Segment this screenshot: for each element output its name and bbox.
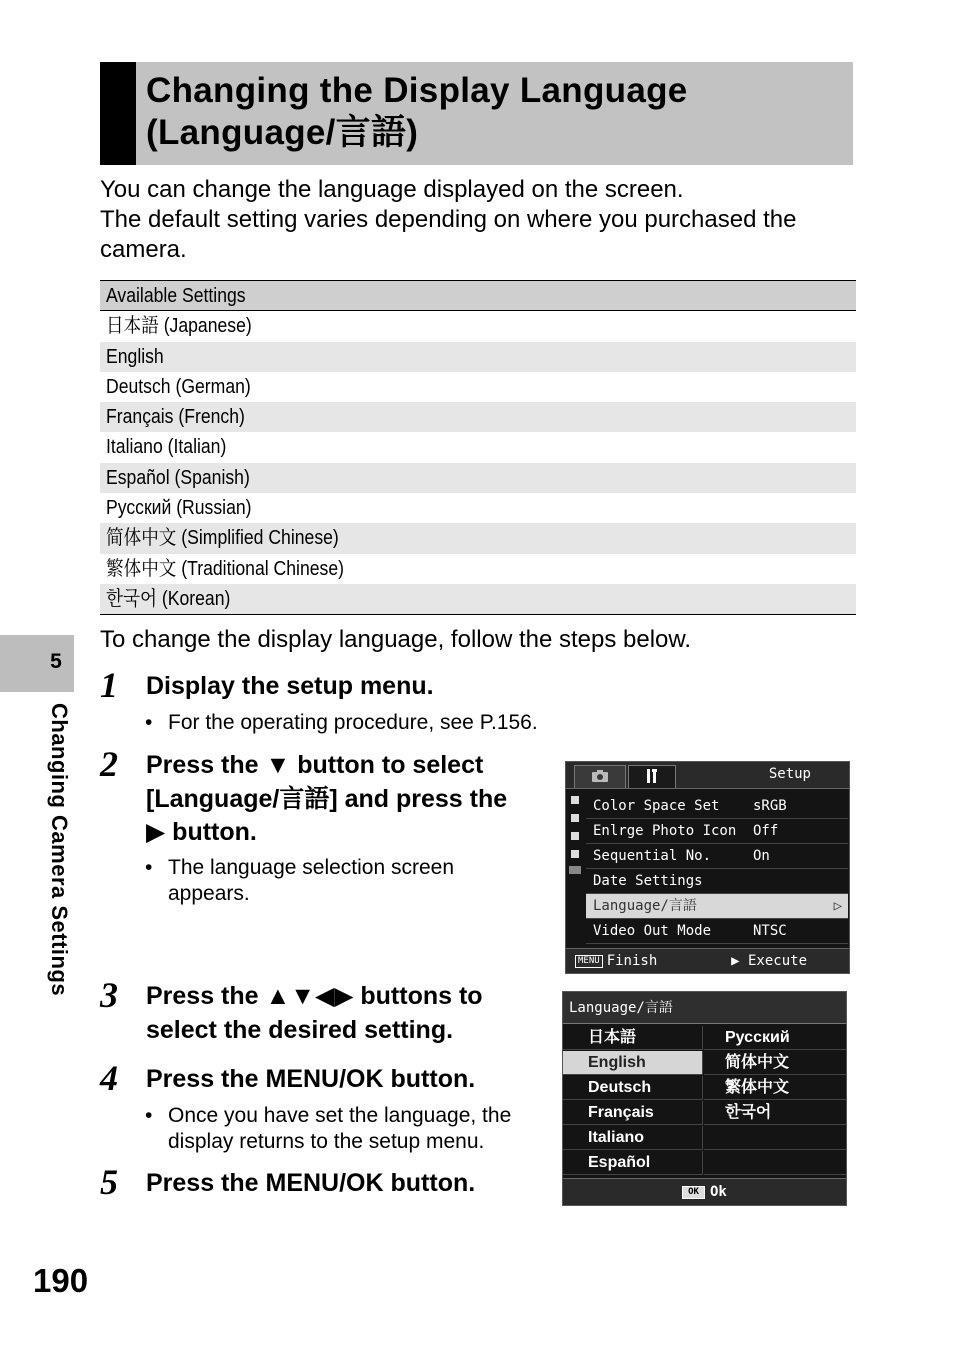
bullet-dot: •	[145, 711, 153, 734]
setup-row-date-settings[interactable]	[586, 869, 848, 894]
scroll-dot	[571, 850, 579, 858]
scroll-dot	[571, 814, 579, 822]
table-row: Italiano (Italian)	[106, 436, 227, 459]
table-row: 繁体中文 (Traditional Chinese)	[106, 557, 344, 580]
video-page-icon	[569, 866, 581, 874]
language-option-traditional-chinese[interactable]: 繁体中文	[704, 1076, 846, 1100]
language-screen-title: Language/言語	[563, 992, 846, 1024]
step-title-line: Press the MENU/OK button.	[146, 1169, 476, 1197]
language-option-simplified-chinese[interactable]: 简体中文	[704, 1051, 846, 1075]
execute-label: ▶ Execute	[731, 953, 807, 969]
camera-tab[interactable]	[574, 765, 626, 788]
step-number: 3	[100, 975, 118, 1015]
step-title-line: Press the ▲▼◀▶ buttons to	[146, 982, 483, 1010]
step-title-line: select the desired setting.	[146, 1015, 454, 1044]
step-title	[146, 1063, 475, 1097]
scroll-dot	[571, 832, 579, 840]
step-number: 2	[100, 744, 118, 784]
language-option-korean[interactable]: 한국어	[704, 1101, 846, 1125]
language-option-french[interactable]: Français	[563, 1101, 703, 1125]
ok-label[interactable]: Ok	[709, 1184, 727, 1200]
table-row: Русский (Russian)	[106, 497, 252, 520]
bullet-dot: •	[145, 1104, 153, 1127]
setup-tab-bar	[566, 762, 849, 789]
step-title-line: Press the ▼ button to select	[146, 751, 484, 779]
bullet-text: For the operating procedure, see P.156.	[168, 711, 538, 734]
chapter-number: 5	[50, 650, 62, 673]
intro-line3: camera.	[100, 236, 187, 263]
bullet-text: Once you have set the language, the display returns to the setup menu.	[168, 1104, 512, 1153]
setup-row-video-out-mode[interactable]	[586, 919, 848, 944]
row-label: Color Space Set	[593, 798, 720, 814]
page-number: 190	[33, 1262, 89, 1299]
table-row: 简体中文 (Simplified Chinese)	[100, 523, 856, 553]
language-screen	[562, 991, 847, 1206]
row-value: NTSC	[753, 923, 787, 939]
setup-footer	[566, 948, 849, 973]
table-row: English	[100, 342, 856, 372]
language-option-german[interactable]: Deutsch	[563, 1076, 703, 1100]
row-label: Video Out Mode	[593, 923, 712, 939]
page-title-line2: (Language/言語)	[146, 113, 419, 152]
step-title-line: Press the MENU/OK button.	[146, 1065, 476, 1093]
chapter-label: Changing Camera Settings	[47, 703, 72, 997]
setup-row-color-space[interactable]	[586, 794, 848, 819]
step-number: 4	[100, 1058, 118, 1098]
language-option-italian[interactable]: Italiano	[563, 1126, 703, 1150]
language-option-empty	[704, 1151, 846, 1175]
setup-row-enlarge-photo-icon[interactable]	[586, 819, 848, 844]
language-option-english[interactable]: English	[563, 1051, 703, 1075]
wrench-icon	[645, 768, 659, 784]
step-title	[146, 670, 434, 704]
intro-line2: The default setting varies depending on where you purchased the	[100, 206, 797, 233]
row-value: sRGB	[753, 798, 787, 814]
step-title-line: ▶ button.	[146, 818, 257, 846]
step-title	[146, 1167, 475, 1201]
setup-row-sequential-no[interactable]	[586, 844, 848, 869]
settings-table	[100, 280, 856, 615]
step-title-line: [Language/言語] and press the	[146, 784, 508, 813]
camera-icon	[591, 769, 609, 783]
setup-tab[interactable]	[628, 765, 676, 788]
finish-label: Finish	[606, 953, 658, 969]
table-header: Available Settings	[100, 281, 856, 311]
step-title	[146, 749, 507, 850]
row-label: Sequential No.	[593, 848, 712, 864]
page-title	[146, 70, 846, 154]
row-label: Enlrge Photo Icon	[593, 823, 737, 839]
step-title-line: Display the setup menu.	[146, 672, 434, 700]
setup-menu-screen	[565, 761, 850, 974]
intro-line1: You can change the language displayed on the screen.	[100, 176, 684, 203]
scroll-dot	[571, 796, 579, 804]
setup-title: Setup	[768, 766, 811, 782]
language-footer	[563, 1178, 846, 1205]
table-row: Deutsch (German)	[106, 375, 251, 398]
scroll-indicator	[566, 790, 584, 946]
bullet-dot: •	[145, 856, 153, 879]
step-number: 5	[100, 1162, 118, 1202]
step-title	[146, 980, 483, 1047]
row-value: On	[753, 848, 770, 864]
language-option-spanish[interactable]: Español	[563, 1151, 703, 1175]
row-label: Date Settings	[593, 873, 703, 889]
table-row: Español (Spanish)	[100, 463, 856, 493]
title-accent	[100, 62, 136, 165]
follow-text: To change the display language, follow the steps below.	[100, 626, 692, 653]
table-row: Français (French)	[100, 402, 856, 432]
chevron-right-icon: ▷	[833, 898, 842, 914]
row-label: Language/言語	[593, 898, 697, 914]
bullet-text: The language selection screen appears.	[168, 856, 455, 905]
language-option-empty	[704, 1126, 846, 1150]
table-row: 한국어 (Korean)	[100, 584, 856, 614]
menu-button-icon: MENU	[575, 955, 603, 968]
language-option-russian[interactable]: Русский	[704, 1026, 846, 1050]
language-option-japanese[interactable]: 日本語	[563, 1026, 703, 1050]
ok-button-icon: OK	[682, 1186, 705, 1199]
page-title-line1: Changing the Display Language	[146, 71, 688, 110]
setup-row-language[interactable]	[586, 894, 848, 919]
step-number: 1	[100, 665, 118, 705]
table-row: 日本語 (Japanese)	[106, 315, 252, 338]
row-value: Off	[753, 823, 779, 839]
